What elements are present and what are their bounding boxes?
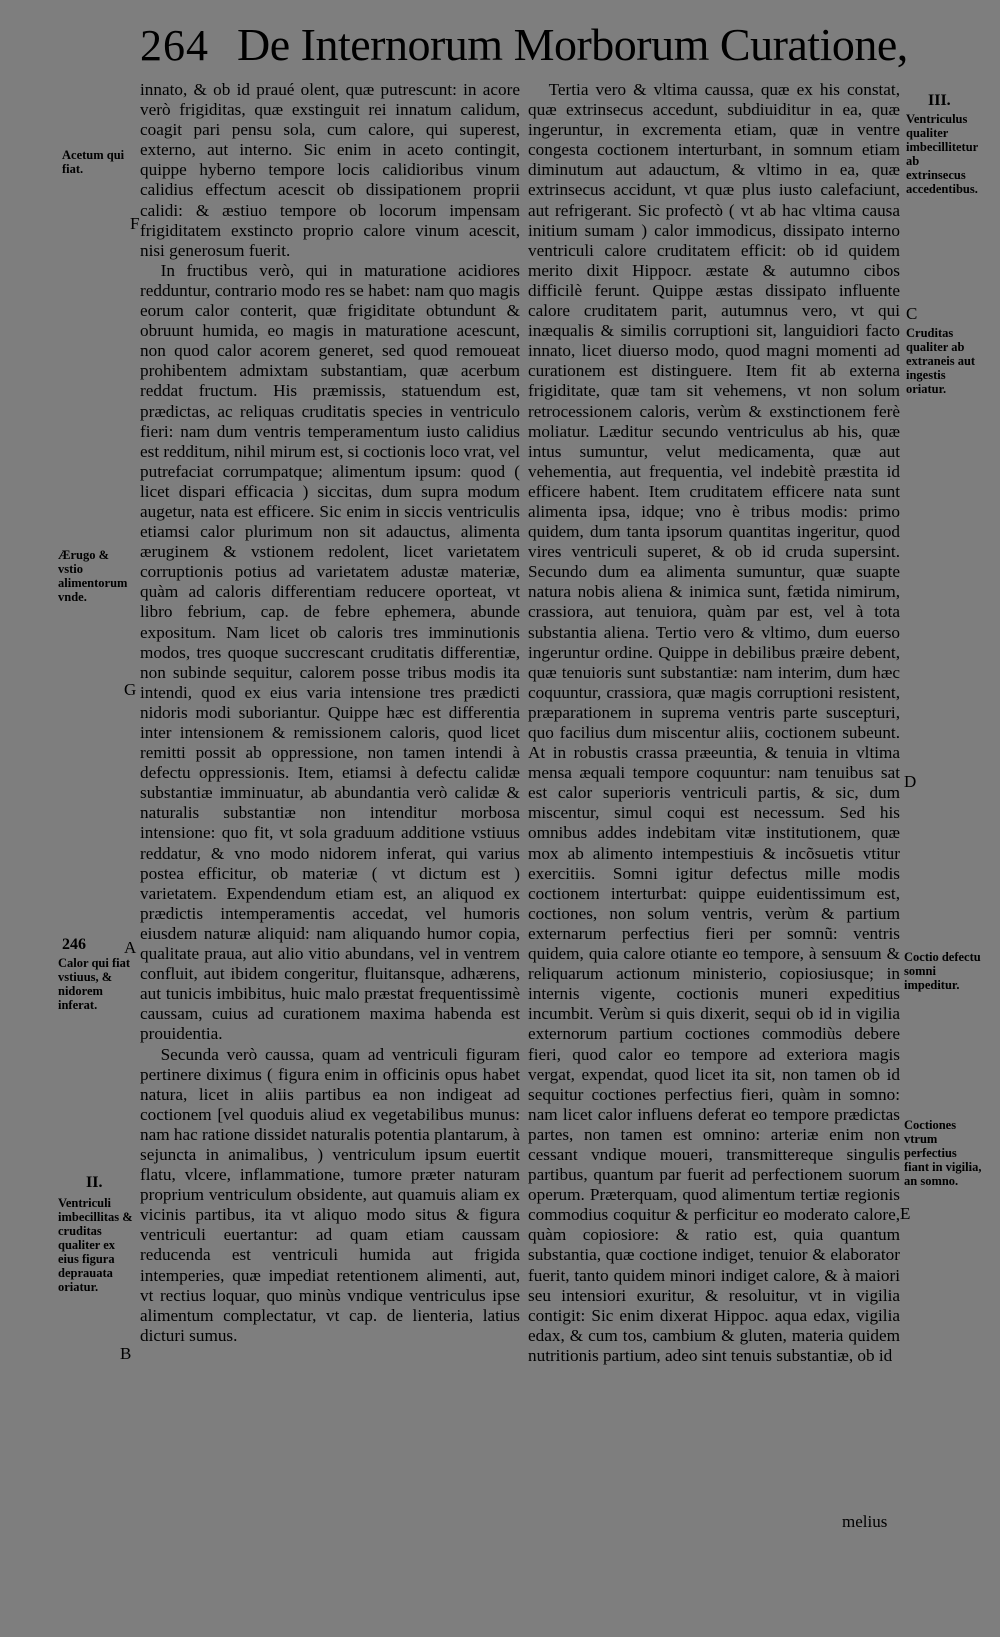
section-letter-a: A xyxy=(124,938,137,957)
page-header xyxy=(140,18,990,82)
section-letter-b: B xyxy=(120,1344,132,1363)
margin-number-iii: III. xyxy=(928,92,951,109)
left-paragraph-1: innato, & ob id praué olent, quæ putrescunt: in acore verò frigiditas, quæ exstinguit rei innatum calidum, coagit pari pensu sola, cum calore, qui superest, externo, aut interno. Sic enim in aceto contingit, quippe hyberno tempore locis calidioribus vinum calidius effectum acescit ob dissipationem proprii calidi: & æstiuo tempore ob locorum impensam frigiditatem exstincto proprio calore vinum acescit, nisi generosum fuerit. xyxy=(140,80,520,260)
left-paragraph-3: Secunda verò caussa, quam ad ventriculi figuram pertinere diximus ( figura enim in officinis opus habet natura, licet in aliis partibus ea non indigeat ad coctionem [vel quoduis aliud ex vegetabilibus munus: nam hac ratione dissidet naturalis potentia plantarum, à sejuncta in animalibus, ) ventriculum ipsum euertit flatu, vlcere, inflammatione, tumore præter naturam proprium ventriculum obsidente, aut quamuis aliam ex vicinis partibus, ita vt aliquo modo situs & figura ventriculi euertantur: ad quam etiam caussam reducenda est ventriculi humida aut frigida intemperies, quæ impediat retentionem alimenti, aut, vt rectius loquar, quo minùs vndique ventriculus ipse alimentum complectatur, vt cap. de lienteria, latius dicturi sumus. xyxy=(140,1044,520,1345)
page-number: 264 xyxy=(140,21,209,70)
section-letter-e: E xyxy=(900,1204,911,1223)
right-paragraph-1: Tertia vero & vltima caussa, quæ ex his constat, quæ extrinsecus accedunt, subdiuiditur in ea, quæ ingeruntur, in excrementa etiam, quæ in ventre congesta coctionem interturbant, in somnum etiam diminutum aut adauctum, & vltimo in ea, quæ extrinsecus accidunt, vt quæ plus iusto calefaciunt, aut refrigerant. Sic profectò ( vt ab hac vltima causa initium sumam ) calor immodicus, dissipato interno ventriculi calore cruditatem efficit: ob id quidem merito dixit Hippocr. æstate & autumno cibos difficilè ferunt. Quippe æstas dissipato influente calore cruditatem parit, autumnus vero, vt qui inæqualis & similis corruptioni sit, languidiori facto innato, licet diuerso modo, quod magni momenti ad curationem est distinguere. Item fit ab externa frigiditate, quæ tam sit vehemens, vt non solum retrocessionem caloris, verùm & exstinctionem ferè moliatur. Læditur secundo ventriculus ab his, quæ intus sumuntur, velut medicamenta, quæ aut vehementia, aut frequentia, vel indebitè præstita id efficere habent. Item cruditatem efficere nata sunt alimenta ipsa, idque; vno è tribus modis: primo quidem, dum tanta ipsorum quantitas ingeritur, quod vires ventriculi superet, & ob id cruda supersint. Secundo dum ea alimenta sumuntur, quæ suapte natura nobis aliena & inimica sunt, fætida nimirum, crassiora, aut tenuiora, quàm par est, vel à tota substantia aliena. Tertio vero & vltimo, dum euerso ingeruntur ordine. Quippe in debilibus præire debent, quæ tenuioris sunt substantiæ: nam interim, dum hæc coquuntur, crassiora, quæ magis corruptioni resistent, præparationem in suprema ventris parte suscepturi, quo facilius dum miscentur aliis, coctionem subeunt. At in robustis crassa præeuntia, & tenuia in vltima mensa æquali tempore coquuntur: nam tenuibus sat est calor superioris ventriculi partis, & sic, dum miscentur, simul coqui est necessum. Sed his omnibus addes indebitam vitæ institutionem, quæ mox ab alimento intempestiuis & incõsuetis vtitur exercitiis. Somni igitur defectus mille modis coctionem interturbat: quippe euidentissimum est, coctiones, non solum ventris, verùm & partium externarum perfectius fieri per somnũ: ventris quidem, quia calore otiante eo tempore, à sensuum & reliquarum actionum ministerio, copiosiusque; in internis vigente, coctionis muneri expeditius incumbit. Verùm si quis dixerit, sequi ob id in vigilia externorum partium coctiones commodiùs debere fieri, quod calor eo tempore ad exteriora magis vergat, expendat, quod licet ita sit, non tamen ob id sequitur coctiones perfectius fieri, quàm in somno: nam licet calor influens deferat eo tempore prædictas partes, non tamen est omnino: arteriæ enim non cessant vndique moueri, transmittereque singulis partibus, quantum par fuerit ad perfectionem suorum operum. Præterquam, quod alimentum tertiæ regionis commodius coquitur & perficitur eo moderato calore, quàm copiosiore: & ratio est, quia quantum substantia, quæ coctione indiget, tenuior & elaborator fuerit, tanto quidem minori indiget calore, & à maiori seu intensiori exuritur, & resoluitur, vt in vigilia contigit: Sic enim dixerat Hippoc. aqua edax, vigilia edax, & cum tos, cambium & gluten, materia quidem nutritionis partium, adeo sint tenuis substantiæ, ob id xyxy=(528,80,900,1365)
section-letter-f: F xyxy=(130,214,140,233)
catchword: melius xyxy=(842,1512,888,1531)
margin-number-246: 246 xyxy=(62,936,86,953)
margin-note-ventriculus: Ventriculus qualiter imbecillitetur ab extrinsecus accedentibus. xyxy=(906,112,978,196)
section-letter-g: G xyxy=(124,680,137,699)
section-letter-d: D xyxy=(904,772,917,791)
margin-note-calor: Calor qui fiat vstiuus, & nidorem inferat. xyxy=(58,956,130,1012)
right-column xyxy=(528,80,900,1366)
margin-note-coctio: Coctio defectu somni impeditur. xyxy=(904,950,981,992)
margin-note-coctiones: Coctiones vtrum perfectius fiant in vigilia, an somno. xyxy=(904,1118,982,1188)
margin-note-aerugo: Ærugo & vstio alimentorum vnde. xyxy=(58,548,128,604)
running-title: De Internorum Morborum Curatione, xyxy=(237,19,908,70)
section-letter-c: C xyxy=(906,304,918,323)
margin-number-ii: II. xyxy=(86,1174,103,1191)
margin-note-ventriculi: Ventriculi imbecillitas & cruditas qualiter ex eius figura deprauata oriatur. xyxy=(58,1196,133,1294)
left-paragraph-2: In fructibus verò, qui in maturatione acidiores redduntur, contrario modo res se habet: nam quo magis eorum calor conterit, quæ frigiditate obtundunt & obruunt humida, eo magis in maturatione acescunt, non quod calor acorem generet, sed quod remoueat prohibentem admixtam substantiam, quæ acerbum reddat fructum. His præmissis, statuendum est, prædictas, ac reliquas cruditatis species in ventriculo fieri: nam dum ventris temperamentum iusto calidius est redditum, nihil mirum est, si coctionis loco vrat, vel putrefaciat corrumpatque; alimentum ipsum: quod ( licet dispari efficacia ) siccitas, dum supra modum augetur, nata est efficere. Sic enim in siccis ventriculis etiamsi calor plurimum non sit adauctus, alimenta æruginem & vstionem redolent, licet varietatem corruptionis potius ad varietatem adustæ materiæ, quàm ad caloris differentiam reducere oporteat, vt libro febrium, cap. de febre ephemera, abunde expositum. Nam licet ob caloris tres imminutionis modos, tres quoque succrescant cruditatis differentiæ, non subinde sequitur, calorem posse tribus modis ita intendi, quod ex eius varia intensione tres prædicti nidoris modi suboriantur. Quippe hæc est differentia inter intensionem & remissionem caloris, quod licet remitti possit ab oppressione, non tamen intendi à defectu oppressionis. Item, etiamsi à defectu calidæ substantiæ imminuatur, ab abundantia verò calidæ & naturalis substantiæ non intenditur morbosa intensione: quo fit, vt sola graduum additione vstiuus reddatur, & vno modo nidorem inferat, qui varius postea efficitur, ob materiæ ( vt dictum est ) varietatem. Expendendum etiam est, an aliquod ex prædictis intemperamentis accedat, vel humoris eiusdem naturæ aliquid: nam aliquando humor copia, qualitate praua, aut alio vitio abundans, vel in ventrem confluit, aut ibidem congeritur, fluitansque, adhærens, aut tunicis imbibitus, huic malo præstat frequentissimè caussam, cuius ad curationem maxima habenda est prouidentia. xyxy=(140,260,520,1044)
margin-note-cruditas: Cruditas qualiter ab extraneis aut ingestis oriatur. xyxy=(906,326,976,396)
margin-note-acetum: Acetum qui fiat. xyxy=(62,148,125,176)
left-column xyxy=(140,80,520,1346)
